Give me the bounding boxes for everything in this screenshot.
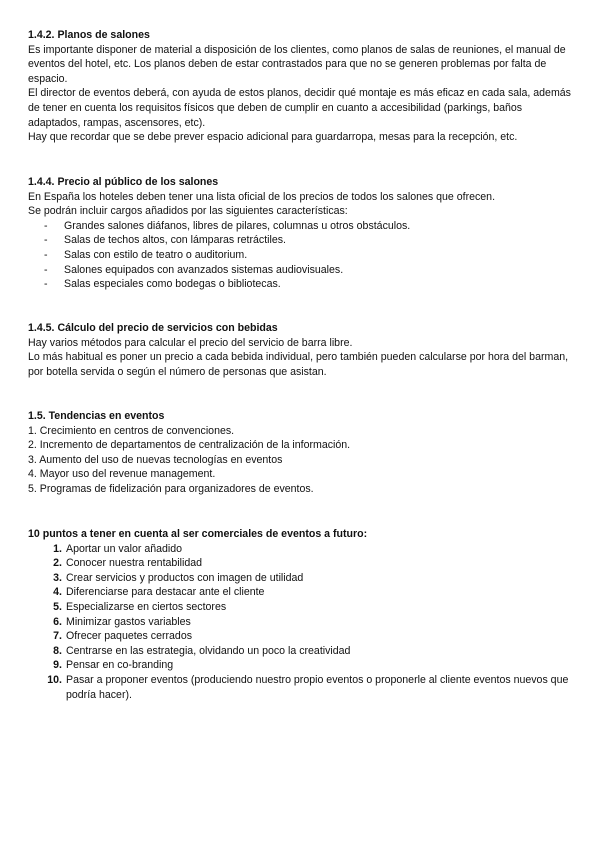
list-item: 1. Crecimiento en centros de convenciones. [28,424,235,437]
section-precio-salones [28,175,576,292]
paragraph: Se podrán incluir cargos añadidos por las siguientes características: [28,205,348,218]
section-heading: 1.5. Tendencias en eventos [28,410,165,422]
section-tendencias [28,409,576,497]
list-item [28,600,576,615]
list-item: - Grandes salones diáfanos, libres de pilares, columnas u otros obstáculos. [28,219,576,234]
paragraph: Hay varios métodos para calcular el precio del servicio de barra libre. [28,336,353,349]
item-text: Minimizar gastos variables [66,615,191,628]
item-number: 8. [53,644,62,657]
item-number: 6. [53,615,62,628]
item-number: 10. [47,673,62,686]
list-item: - Salones equipados con avanzados sistemas audiovisuales. [28,263,576,278]
section-heading: 1.4.5. Cálculo del precio de servicios con bebidas [28,322,278,334]
list-item [28,571,576,586]
list-item [28,644,576,659]
paragraph: El director de eventos deberá, con ayuda de estos planos, decidir qué montaje es más eficaz en cada sala, además de tener en cuenta los requisitos físicos que deben de cumplir en cuanto a accesibilidad (parkings, baños adaptados, rampas, ascensores, etc). [28,87,571,129]
numbered-list [28,542,576,703]
section-10-puntos [28,527,576,702]
list-item: 2. Incremento de departamentos de centralización de la información. [28,439,351,452]
paragraph: Hay que recordar que se debe prever espacio adicional para guardarropa, mesas para la recepción, etc. [28,131,518,144]
section-heading: 1.4.4. Precio al público de los salones [28,176,219,188]
item-text: Diferenciarse para destacar ante el cliente [66,586,265,599]
list-item: 3. Aumento del uso de nuevas tecnologías en eventos [28,453,283,466]
list-item [28,615,576,630]
item-text: Ofrecer paquetes cerrados [66,630,193,643]
item-text: Pasar a proponer eventos (produciendo nuestro propio eventos o proponerle al cliente eventos nuevos que podría hacer). [66,673,569,701]
item-number: 2. [53,557,62,570]
section-heading: 1.4.2. Planos de salones [28,29,150,41]
list-item [28,629,576,644]
item-text: Conocer nuestra rentabilidad [66,557,203,570]
item-text: Aportar un valor añadido [66,542,183,555]
paragraph: Lo más habitual es poner un precio a cada bebida individual, pero también pueden calcularse por hora del barman, por botella servida o según el número de personas que asistan. [28,351,569,378]
list-item [28,585,576,600]
item-number: 9. [53,659,62,672]
dash-list [28,219,576,292]
list-item [28,673,576,702]
item-number: 7. [53,630,62,643]
item-text: Especializarse en ciertos sectores [66,600,227,613]
item-number: 1. [53,542,62,555]
list-item [28,542,576,557]
item-number: 5. [53,600,62,613]
list-item: 4. Mayor uso del revenue management. [28,468,216,481]
section-precio-bebidas [28,321,576,379]
list-item: 5. Programas de fidelización para organizadores de eventos. [28,482,314,495]
paragraph: Es importante disponer de material a disposición de los clientes, como planos de salas de reuniones, el manual de eventos del hotel, etc. Los planos deben de estar contrastados para que no se generen problemas por falta de espacio. [28,43,566,85]
section-heading: 10 puntos a tener en cuenta al ser comerciales de eventos a futuro: [28,528,368,540]
item-text: Centrarse en las estrategia, olvidando un poco la creatividad [66,644,351,657]
list-item: - Salas con estilo de teatro o auditorium. [28,248,576,263]
item-text: Crear servicios y productos con imagen de utilidad [66,571,304,584]
item-text: Pensar en co-branding [66,659,174,672]
item-number: 3. [53,571,62,584]
item-number: 4. [53,586,62,599]
paragraph: En España los hoteles deben tener una lista oficial de los precios de todos los salones que ofrecen. [28,190,496,203]
list-item [28,556,576,571]
list-item: - Salas de techos altos, con lámparas retráctiles. [28,233,576,248]
section-planos-salones [28,28,576,145]
list-item [28,658,576,673]
list-item: - Salas especiales como bodegas o bibliotecas. [28,277,576,292]
